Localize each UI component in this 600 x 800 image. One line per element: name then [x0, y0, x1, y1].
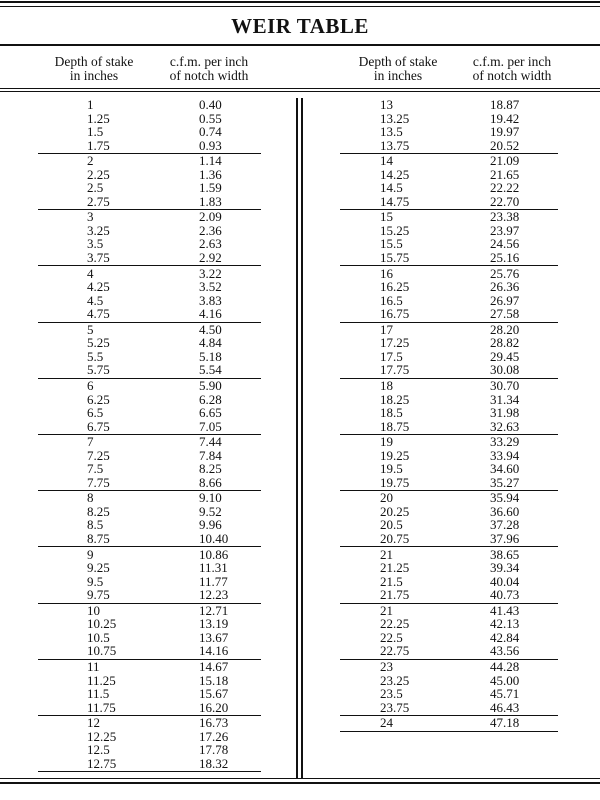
cfm-cell: 42.84	[490, 629, 520, 645]
depth-cell: 4	[87, 265, 94, 281]
depth-cell: 12.5	[87, 742, 110, 758]
cfm-cell: 28.82	[490, 335, 520, 351]
table-row	[0, 181, 600, 195]
table-row	[0, 687, 600, 701]
cfm-cell: 2.36	[199, 222, 222, 238]
cfm-cell: 3.22	[199, 265, 222, 281]
depth-cell: 14.75	[380, 193, 410, 209]
depth-cell: 17.25	[380, 335, 410, 351]
table-row	[0, 435, 600, 449]
depth-cell: 12.25	[87, 728, 117, 744]
depth-cell: 16.75	[380, 306, 410, 322]
depth-cell: 19	[380, 434, 393, 450]
depth-cell: 10.25	[87, 616, 117, 632]
cfm-cell: 46.43	[490, 699, 520, 715]
cfm-cell: 8.25	[199, 461, 222, 477]
depth-cell: 11.25	[87, 672, 116, 688]
depth-cell: 23.75	[380, 699, 410, 715]
depth-cell: 15.75	[380, 249, 410, 265]
cfm-cell: 45.71	[490, 686, 520, 701]
row-group	[0, 154, 600, 208]
title-rule	[0, 44, 600, 46]
cfm-cell: 26.97	[490, 292, 520, 308]
table-row	[0, 617, 600, 631]
table-row	[0, 588, 600, 602]
depth-cell: 18.5	[380, 405, 403, 420]
cfm-cell: 32.63	[490, 418, 520, 434]
row-group	[0, 435, 600, 489]
cfm-cell: 12.71	[199, 602, 229, 618]
depth-cell: 19.25	[380, 447, 410, 463]
depth-cell: 24	[380, 715, 393, 731]
depth-cell: 18.75	[380, 418, 410, 434]
depth-cell: 19.75	[380, 474, 410, 490]
depth-cell: 23.5	[380, 686, 403, 701]
cfm-cell: 2.92	[199, 249, 222, 265]
bottom-rule-upper	[0, 778, 600, 779]
depth-cell: 17	[380, 321, 393, 337]
depth-cell: 10	[87, 602, 100, 618]
right-cfm-header: c.f.m. per inch of notch width	[472, 54, 552, 83]
cfm-cell: 29.45	[490, 348, 520, 364]
left-depth-header: Depth of stake in inches	[54, 54, 134, 83]
table-row	[0, 674, 600, 688]
depth-cell: 6.75	[87, 418, 110, 434]
cfm-cell: 1.36	[199, 166, 222, 182]
depth-cell: 8	[87, 490, 94, 506]
cfm-cell: 3.52	[199, 279, 222, 295]
depth-cell: 7	[87, 434, 94, 450]
depth-cell: 7.5	[87, 461, 104, 477]
depth-cell: 16.25	[380, 279, 410, 295]
cfm-cell: 15.67	[199, 686, 229, 701]
depth-cell: 22.5	[380, 629, 403, 645]
table-row	[0, 743, 600, 757]
table-row	[0, 195, 600, 209]
cfm-cell: 24.56	[490, 236, 520, 252]
cfm-cell: 7.05	[199, 418, 222, 434]
cfm-cell: 15.18	[199, 672, 229, 688]
group-separator	[38, 771, 261, 772]
cfm-cell: 47.18	[490, 715, 520, 731]
cfm-cell: 19.42	[490, 110, 520, 126]
cfm-cell: 4.84	[199, 335, 222, 351]
cfm-cell: 2.09	[199, 209, 222, 225]
right-depth-header: Depth of stake in inches	[358, 54, 438, 83]
depth-cell: 10.5	[87, 629, 110, 645]
table-row	[0, 604, 600, 618]
cfm-cell: 6.28	[199, 391, 222, 407]
depth-cell: 9.75	[87, 587, 110, 603]
depth-cell: 20.25	[380, 503, 410, 519]
left-cfm-header: c.f.m. per inch of notch width	[169, 54, 249, 83]
cfm-cell: 19.97	[490, 124, 520, 139]
depth-cell: 6.5	[87, 405, 104, 420]
cfm-cell: 9.52	[199, 503, 222, 519]
row-group	[0, 716, 600, 730]
depth-cell: 12	[87, 715, 100, 731]
cfm-cell: 35.94	[490, 490, 520, 506]
cfm-cell: 7.44	[199, 434, 222, 450]
table-row	[0, 420, 600, 434]
depth-cell: 7.75	[87, 474, 110, 490]
table-row	[0, 449, 600, 463]
cfm-cell: 1.59	[199, 180, 222, 196]
cfm-cell: 35.27	[490, 474, 520, 490]
depth-cell: 5.25	[87, 335, 110, 351]
depth-cell: 23	[380, 659, 393, 674]
table-row	[0, 224, 600, 238]
cfm-cell: 23.97	[490, 222, 520, 238]
group-separator	[340, 731, 558, 732]
cfm-cell: 4.16	[199, 306, 222, 322]
cfm-cell: 37.28	[490, 517, 520, 533]
cfm-cell: 9.10	[199, 490, 222, 506]
depth-cell: 8.25	[87, 503, 110, 519]
depth-cell: 14.5	[380, 180, 403, 196]
table-row	[0, 491, 600, 505]
cfm-cell: 27.58	[490, 306, 520, 322]
header-rule-lower	[0, 91, 600, 92]
table-row	[0, 757, 600, 771]
depth-cell: 21.25	[380, 560, 410, 576]
depth-cell: 5.5	[87, 348, 104, 364]
depth-cell: 13.75	[380, 137, 410, 153]
depth-cell: 11.75	[87, 699, 116, 715]
page-title: WEIR TABLE	[231, 14, 369, 38]
depth-cell: 18.25	[380, 391, 410, 407]
cfm-cell: 25.76	[490, 265, 520, 281]
table-row	[0, 139, 600, 153]
table-row	[0, 575, 600, 589]
depth-cell: 21.5	[380, 573, 403, 589]
depth-cell: 4.75	[87, 306, 110, 322]
table-row	[0, 532, 600, 546]
row-group	[0, 491, 600, 545]
depth-cell: 20.5	[380, 517, 403, 533]
row-group	[0, 660, 600, 714]
depth-cell: 20.75	[380, 530, 410, 546]
depth-cell: 3.5	[87, 236, 104, 252]
row-group	[0, 604, 600, 658]
depth-cell: 3	[87, 209, 94, 225]
cfm-cell: 10.86	[199, 546, 229, 562]
row-group	[0, 379, 600, 433]
cfm-cell: 43.56	[490, 643, 520, 659]
depth-cell: 15.5	[380, 236, 403, 252]
table-row	[0, 716, 600, 730]
depth-cell: 2.5	[87, 180, 104, 196]
depth-cell: 9.5	[87, 573, 104, 589]
cfm-cell: 31.98	[490, 405, 520, 420]
cfm-cell: 21.09	[490, 153, 520, 169]
table-row	[0, 251, 600, 265]
table-row	[0, 307, 600, 321]
top-rule-thick	[0, 1, 600, 3]
table-row	[0, 393, 600, 407]
depth-cell: 19.5	[380, 461, 403, 477]
depth-cell: 9	[87, 546, 94, 562]
cfm-cell: 2.63	[199, 236, 222, 252]
header-rule-upper	[0, 88, 600, 89]
depth-cell: 11.5	[87, 686, 110, 701]
depth-cell: 1.25	[87, 110, 110, 126]
table-row	[0, 267, 600, 281]
cfm-cell: 23.38	[490, 209, 520, 225]
depth-cell: 5.75	[87, 362, 110, 378]
row-group	[0, 210, 600, 264]
depth-cell: 3.25	[87, 222, 110, 238]
cfm-cell: 21.65	[490, 166, 520, 182]
depth-cell: 10.75	[87, 643, 117, 659]
depth-cell: 6	[87, 378, 94, 393]
cfm-cell: 39.34	[490, 560, 520, 576]
table-row	[0, 379, 600, 393]
table-row	[0, 210, 600, 224]
depth-cell: 4.5	[87, 292, 104, 308]
table-row	[0, 125, 600, 139]
depth-cell: 1	[87, 97, 94, 112]
table-row	[0, 294, 600, 308]
cfm-cell: 11.77	[199, 573, 228, 589]
cfm-cell: 1.83	[199, 193, 222, 209]
table-row	[0, 660, 600, 674]
table-row	[0, 280, 600, 294]
cfm-cell: 0.40	[199, 97, 222, 112]
table-row	[0, 336, 600, 350]
cfm-cell: 40.04	[490, 573, 520, 589]
depth-cell: 23.25	[380, 672, 410, 688]
cfm-cell: 30.08	[490, 362, 520, 378]
table-row	[0, 350, 600, 364]
cfm-cell: 10.40	[199, 530, 229, 546]
cfm-cell: 16.73	[199, 715, 229, 731]
depth-cell: 22.75	[380, 643, 410, 659]
cfm-cell: 20.52	[490, 137, 520, 153]
cfm-cell: 5.18	[199, 348, 222, 364]
cfm-cell: 44.28	[490, 659, 520, 674]
cfm-cell: 1.14	[199, 153, 222, 169]
depth-cell: 22.25	[380, 616, 410, 632]
depth-cell: 13.5	[380, 124, 403, 139]
depth-cell: 2	[87, 153, 94, 169]
depth-cell: 14	[380, 153, 393, 169]
depth-cell: 14.25	[380, 166, 410, 182]
depth-cell: 9.25	[87, 560, 110, 576]
cfm-cell: 8.66	[199, 474, 222, 490]
depth-cell: 17.75	[380, 362, 410, 378]
table-row	[0, 98, 600, 112]
table-row	[0, 237, 600, 251]
cfm-cell: 34.60	[490, 461, 520, 477]
cfm-cell: 42.13	[490, 616, 520, 632]
depth-cell: 15.25	[380, 222, 410, 238]
cfm-cell: 0.93	[199, 137, 222, 153]
cfm-cell: 12.23	[199, 587, 229, 603]
cfm-cell: 11.31	[199, 560, 228, 576]
depth-cell: 6.25	[87, 391, 110, 407]
cfm-cell: 22.22	[490, 180, 520, 196]
depth-cell: 2.25	[87, 166, 110, 182]
cfm-cell: 28.20	[490, 321, 520, 337]
table-row	[0, 548, 600, 562]
depth-cell: 2.75	[87, 193, 110, 209]
depth-cell: 5	[87, 321, 94, 337]
cfm-cell: 33.29	[490, 434, 520, 450]
table-row	[0, 168, 600, 182]
cfm-cell: 33.94	[490, 447, 520, 463]
table-row	[0, 518, 600, 532]
depth-cell: 1.5	[87, 124, 104, 139]
row-group	[0, 267, 600, 321]
cfm-cell: 5.54	[199, 362, 222, 378]
cfm-cell: 37.96	[490, 530, 520, 546]
depth-cell: 11	[87, 659, 100, 674]
table-row	[0, 631, 600, 645]
depth-cell: 21	[380, 546, 393, 562]
table-row	[0, 644, 600, 658]
depth-cell: 16.5	[380, 292, 403, 308]
table-row	[0, 323, 600, 337]
cfm-cell: 7.84	[199, 447, 222, 463]
depth-cell: 13	[380, 97, 393, 112]
depth-cell: 1.75	[87, 137, 110, 153]
row-group	[0, 548, 600, 602]
cfm-cell: 18.32	[199, 755, 229, 771]
cfm-cell: 0.74	[199, 124, 222, 139]
row-group	[0, 98, 600, 152]
cfm-cell: 25.16	[490, 249, 520, 265]
cfm-cell: 16.20	[199, 699, 229, 715]
cfm-cell: 45.00	[490, 672, 520, 688]
depth-cell: 20	[380, 490, 393, 506]
row-group	[0, 323, 600, 377]
cfm-cell: 22.70	[490, 193, 520, 209]
table-row	[0, 462, 600, 476]
depth-cell: 3.75	[87, 249, 110, 265]
cfm-cell: 3.83	[199, 292, 222, 308]
bottom-rule-lower	[0, 782, 600, 784]
depth-cell: 8.5	[87, 517, 104, 533]
cfm-cell: 31.34	[490, 391, 520, 407]
cfm-cell: 13.19	[199, 616, 229, 632]
depth-cell: 8.75	[87, 530, 110, 546]
depth-cell: 7.25	[87, 447, 110, 463]
cfm-cell: 17.26	[199, 728, 229, 744]
table-row	[0, 406, 600, 420]
depth-cell: 17.5	[380, 348, 403, 364]
table-row	[0, 701, 600, 715]
cfm-cell: 18.87	[490, 97, 520, 112]
table-row	[0, 730, 600, 744]
cfm-cell: 14.16	[199, 643, 229, 659]
cfm-cell: 26.36	[490, 279, 520, 295]
cfm-cell: 36.60	[490, 503, 520, 519]
cfm-cell: 4.50	[199, 321, 222, 337]
table-row	[0, 154, 600, 168]
depth-cell: 21.75	[380, 587, 410, 603]
table-row	[0, 505, 600, 519]
depth-cell: 12.75	[87, 755, 117, 771]
cfm-cell: 17.78	[199, 742, 229, 758]
depth-cell: 4.25	[87, 279, 110, 295]
cfm-cell: 40.73	[490, 587, 520, 603]
cfm-cell: 30.70	[490, 378, 520, 393]
depth-cell: 18	[380, 378, 393, 393]
depth-cell: 15	[380, 209, 393, 225]
table-row	[0, 561, 600, 575]
table-row	[0, 476, 600, 490]
cfm-cell: 14.67	[199, 659, 229, 674]
top-rule-thin	[0, 6, 600, 7]
cfm-cell: 13.67	[199, 629, 229, 645]
cfm-cell: 6.65	[199, 405, 222, 420]
cfm-cell: 5.90	[199, 378, 222, 393]
depth-cell: 13.25	[380, 110, 410, 126]
depth-cell: 21	[380, 602, 393, 618]
cfm-cell: 38.65	[490, 546, 520, 562]
cfm-cell: 41.43	[490, 602, 520, 618]
cfm-cell: 9.96	[199, 517, 222, 533]
cfm-cell: 0.55	[199, 110, 222, 126]
depth-cell: 16	[380, 265, 393, 281]
table-row	[0, 112, 600, 126]
table-row	[0, 363, 600, 377]
